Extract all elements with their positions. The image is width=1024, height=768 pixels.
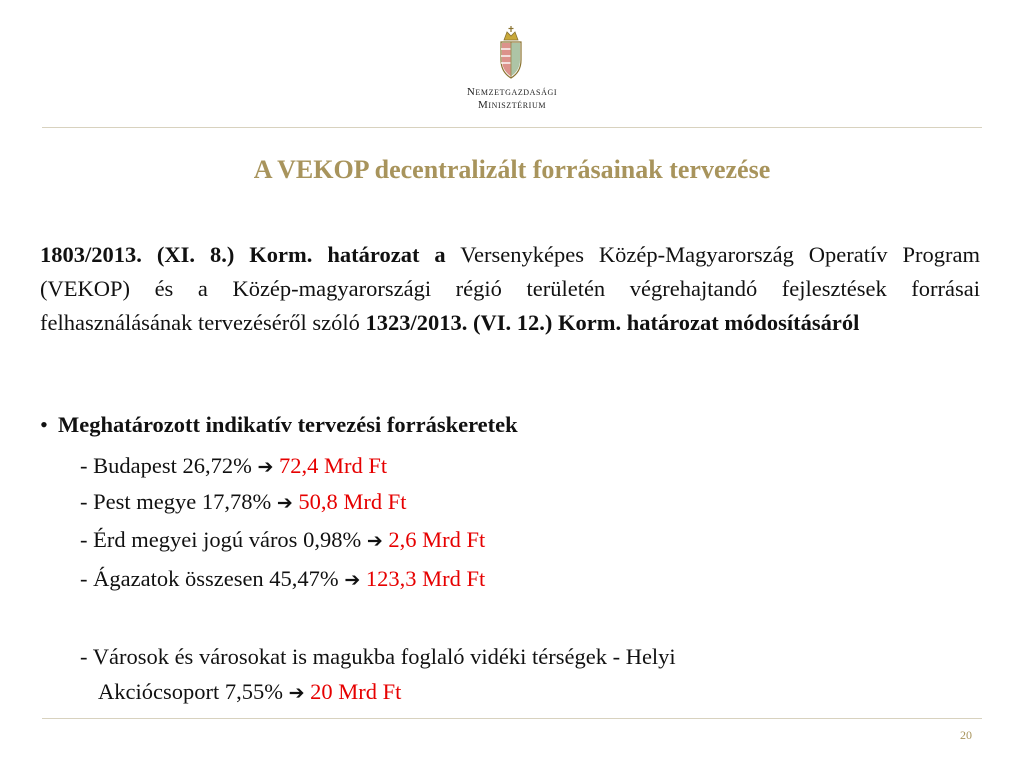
page-number: 20 (960, 728, 972, 742)
arrow-right-icon: ➔ (344, 569, 361, 591)
list-item (80, 486, 407, 519)
item-label: - Érd megyei jogú város 0,98% (80, 527, 362, 552)
item-amount: 20 Mrd Ft (310, 679, 402, 704)
ministry-name (412, 86, 612, 112)
intro-bold-prefix: 1803/2013. (XI. 8.) Korm. határozat a (40, 242, 446, 267)
intro-text: Versenyképes Közép-Magyarország Operatív Program (VEKOP) és a Közép-magyarországi régió területén végrehajtandó fejlesztések forrásai felhasználásának tervezéséről szóló (40, 242, 980, 335)
item-amount: 50,8 Mrd Ft (298, 489, 407, 514)
slide-title: A VEKOP decentralizált forrásainak tervezése (253, 155, 771, 184)
bullet-symbol: • (40, 412, 48, 437)
list-item (80, 641, 676, 673)
item-label: - Városok és városokat is magukba foglaló vidéki térségek - Helyi (80, 644, 676, 669)
arrow-right-icon: ➔ (257, 456, 274, 478)
hungarian-coat-of-arms-icon (496, 26, 526, 82)
bullet-heading-label: Meghatározott indikatív tervezési forráskeretek (58, 412, 518, 437)
item-label: - Pest megye 17,78% (80, 489, 272, 514)
item-amount: 2,6 Mrd Ft (388, 527, 486, 552)
ministry-name-line2: Minisztérium (477, 99, 547, 111)
intro-paragraph (40, 238, 980, 340)
item-label: - Budapest 26,72% (80, 453, 252, 478)
list-item (80, 563, 485, 596)
item-label: Akciócsoport 7,55% (98, 679, 283, 704)
ministry-name-line1: Nemzetgazdasági (466, 86, 558, 98)
header-divider (42, 127, 982, 128)
arrow-right-icon: ➔ (276, 492, 293, 514)
list-item-continuation (98, 676, 401, 709)
slide-header (0, 0, 1024, 128)
item-label: - Ágazatok összesen 45,47% (80, 566, 339, 591)
arrow-right-icon: ➔ (288, 682, 305, 704)
footer-divider (42, 718, 982, 719)
arrow-right-icon: ➔ (366, 530, 383, 552)
item-amount: 123,3 Mrd Ft (365, 566, 486, 591)
item-amount: 72,4 Mrd Ft (279, 453, 388, 478)
intro-bold-suffix: 1323/2013. (VI. 12.) Korm. határozat módosításáról (365, 310, 860, 335)
list-item (80, 450, 387, 483)
bullet-heading (40, 409, 518, 441)
list-item (80, 524, 485, 557)
